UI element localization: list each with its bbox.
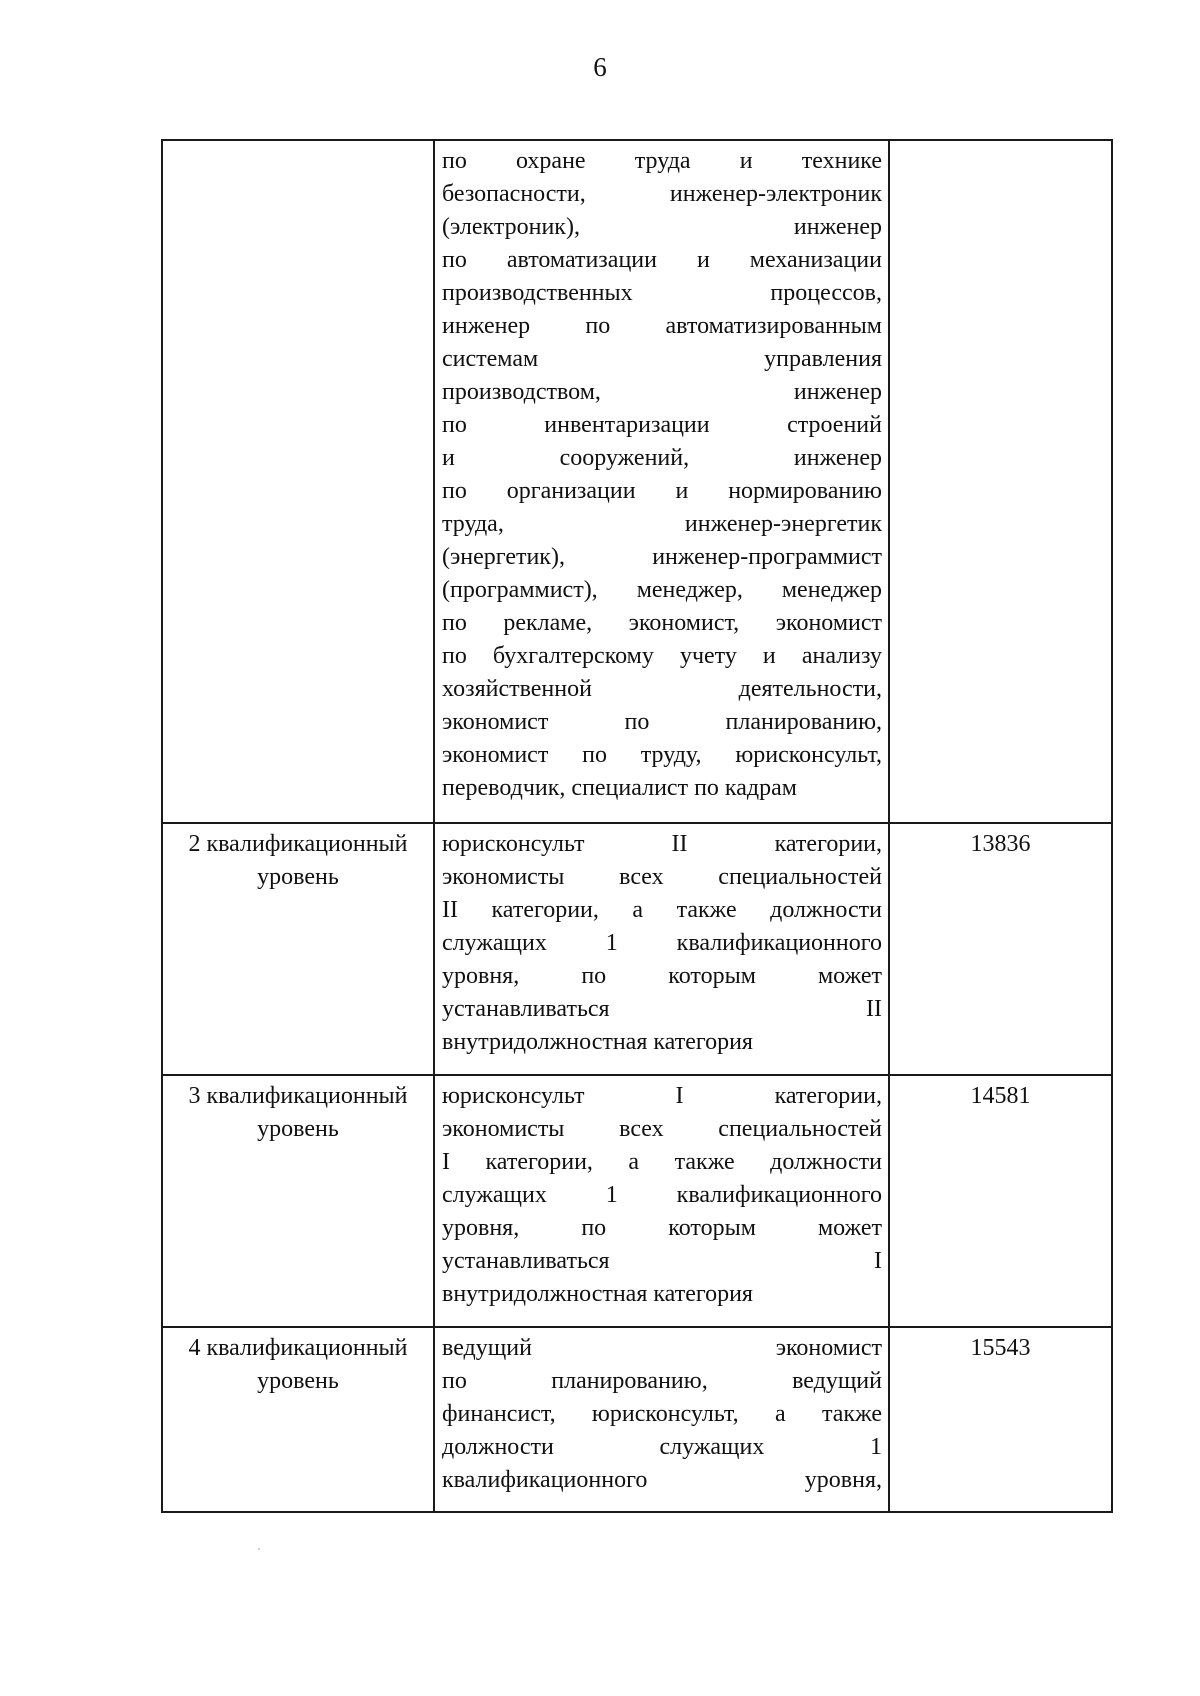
positions-text-line: устанавливаться II xyxy=(442,996,882,1022)
positions-cell xyxy=(434,823,889,1075)
qualification-table xyxy=(161,139,1113,1513)
positions-text-line: (программист), менеджер, менеджер xyxy=(442,577,882,603)
positions-text-line: экономист по планированию, xyxy=(442,709,882,735)
table-row xyxy=(162,823,1112,1075)
positions-text-line: экономисты всех специальностей xyxy=(442,864,882,890)
qualification-level-text: уровень xyxy=(257,864,339,890)
positions-text-line: по инвентаризации строений xyxy=(442,412,882,438)
positions-text-line: служащих 1 квалификационного xyxy=(442,1182,882,1208)
positions-text-line: (энергетик), инженер-программист xyxy=(442,544,882,570)
qualification-level-cell xyxy=(162,1327,434,1512)
positions-text-line: производственных процессов, xyxy=(442,280,882,306)
table-row xyxy=(162,140,1112,823)
positions-text-line: по автоматизации и механизации xyxy=(442,247,882,273)
salary-cell: 13836 xyxy=(889,823,1112,1075)
scan-artifact-dot xyxy=(258,1548,260,1550)
table-body xyxy=(162,140,1112,1512)
qualification-level-text: 2 квалификационный xyxy=(188,831,408,857)
positions-text-line: уровня, по которым может xyxy=(442,1215,882,1241)
positions-text-line: по бухгалтерскому учету и анализу xyxy=(442,643,882,669)
positions-text-line: юрисконсульт I категории, xyxy=(442,1083,882,1109)
positions-text-line: производством, инженер xyxy=(442,379,882,405)
qualification-level-cell xyxy=(162,140,434,823)
positions-text-line: безопасности, инженер-электроник xyxy=(442,181,882,207)
salary-cell: 14581 xyxy=(889,1075,1112,1327)
positions-text-line: II категории, а также должности xyxy=(442,897,882,923)
positions-text-line: системам управления xyxy=(442,346,882,372)
positions-text-line: квалификационного уровня, xyxy=(442,1467,882,1493)
qualification-level-text: уровень xyxy=(257,1368,339,1394)
qualification-level-text: уровень xyxy=(257,1116,339,1142)
positions-text-line: инженер по автоматизированным xyxy=(442,313,882,339)
positions-text-line: устанавливаться I xyxy=(442,1248,882,1274)
positions-text-line: служащих 1 квалификационного xyxy=(442,930,882,956)
positions-text-line: экономист по труду, юрисконсульт, xyxy=(442,742,882,768)
positions-text-line: внутридолжностная категория xyxy=(442,1281,753,1307)
positions-text-line: уровня, по которым может xyxy=(442,963,882,989)
positions-text-line: должности служащих 1 xyxy=(442,1434,882,1460)
qualification-level-cell xyxy=(162,823,434,1075)
positions-cell xyxy=(434,140,889,823)
qualification-level-text: 3 квалификационный xyxy=(188,1083,408,1109)
positions-text-line: ведущий экономист xyxy=(442,1335,882,1361)
positions-text-line: внутридолжностная категория xyxy=(442,1029,753,1055)
table-row xyxy=(162,1075,1112,1327)
salary-cell: 15543 xyxy=(889,1327,1112,1512)
positions-text-line: экономисты всех специальностей xyxy=(442,1116,882,1142)
positions-text-line: по планированию, ведущий xyxy=(442,1368,882,1394)
positions-text-line: юрисконсульт II категории, xyxy=(442,831,882,857)
positions-text-line: хозяйственной деятельности, xyxy=(442,676,882,702)
table-row xyxy=(162,1327,1112,1512)
positions-text-line: и сооружений, инженер xyxy=(442,445,882,471)
positions-text-line: финансист, юрисконсульт, а также xyxy=(442,1401,882,1427)
positions-text-line: по рекламе, экономист, экономист xyxy=(442,610,882,636)
qualification-level-cell xyxy=(162,1075,434,1327)
positions-text-line: (электроник), инженер xyxy=(442,214,882,240)
positions-text-line: переводчик, специалист по кадрам xyxy=(442,775,797,801)
salary-cell xyxy=(889,140,1112,823)
positions-text-line: труда, инженер-энергетик xyxy=(442,511,882,537)
positions-cell xyxy=(434,1075,889,1327)
positions-text-line: по организации и нормированию xyxy=(442,478,882,504)
qualification-level-text: 4 квалификационный xyxy=(188,1335,408,1361)
positions-text-line: по охране труда и технике xyxy=(442,148,882,174)
page-number: 6 xyxy=(593,52,607,82)
positions-text-line: I категории, а также должности xyxy=(442,1149,882,1175)
positions-cell xyxy=(434,1327,889,1512)
